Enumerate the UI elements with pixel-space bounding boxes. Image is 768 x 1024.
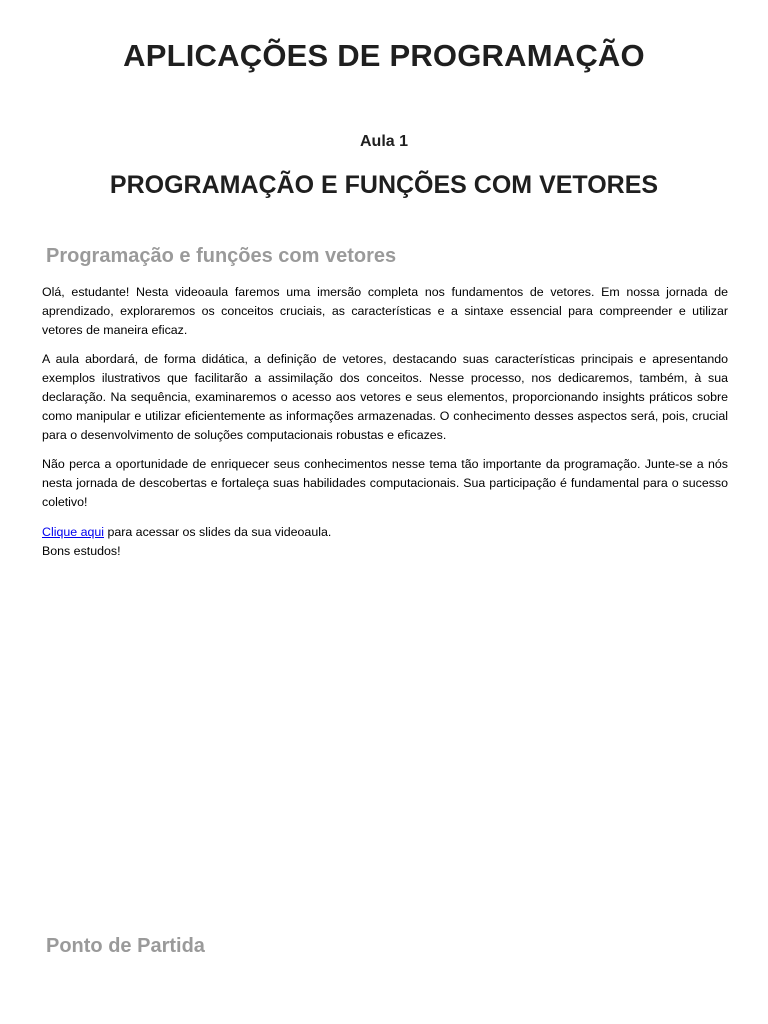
paragraph-content: A aula abordará, de forma didática, a definição de vetores, destacando suas características principais e apresentando exemplos ilustrativos que facilitarão a assimilação dos conceitos. Nesse processo, nos dedicaremos, também, à sua declaração. Na sequência, examinaremos o acesso aos vetores e seus elementos, proporcionando insights práticos sobre como manipular e utilizar eficientemente as informações armazenadas. O conhecimento desses aspectos será, pois, crucial para o desenvolvimento de soluções computacionais robustas e eficazes. (42, 352, 728, 442)
lesson-title: PROGRAMAÇÃO E FUNÇÕES COM VETORES (109, 171, 659, 199)
lesson-body (42, 283, 728, 560)
section-heading-ponto-de-partida: Ponto de Partida (46, 935, 205, 957)
slides-link-line (42, 523, 728, 542)
lesson-label: Aula 1 (359, 133, 408, 150)
section-heading-programacao: Programação e funções com vetores (46, 245, 397, 267)
slides-link[interactable]: Clique aqui (42, 524, 104, 539)
closing-text: Bons estudos! (42, 543, 121, 558)
slides-link-suffix: para acessar os slides da sua videoaula. (104, 524, 332, 539)
course-title: APLICAÇÕES DE PROGRAMAÇÃO (123, 38, 645, 73)
paragraph-intro: Olá, estudante! Nesta videoaula faremos uma imersão completa nos fundamentos de vetores. Em nossa jornada de aprendizado, exploraremos os conceitos cruciais, as características e a sintaxe essencial para compreender e utilizar vetores de maneira eficaz. (42, 285, 728, 337)
paragraph-invitation: Não perca a oportunidade de enriquecer seus conhecimentos nesse tema tão importante da programação. Junte-se a nós nesta jornada de descobertas e fortaleça suas habilidades computacionais. Sua participação é fundamental para o sucesso coletivo! (42, 457, 728, 509)
